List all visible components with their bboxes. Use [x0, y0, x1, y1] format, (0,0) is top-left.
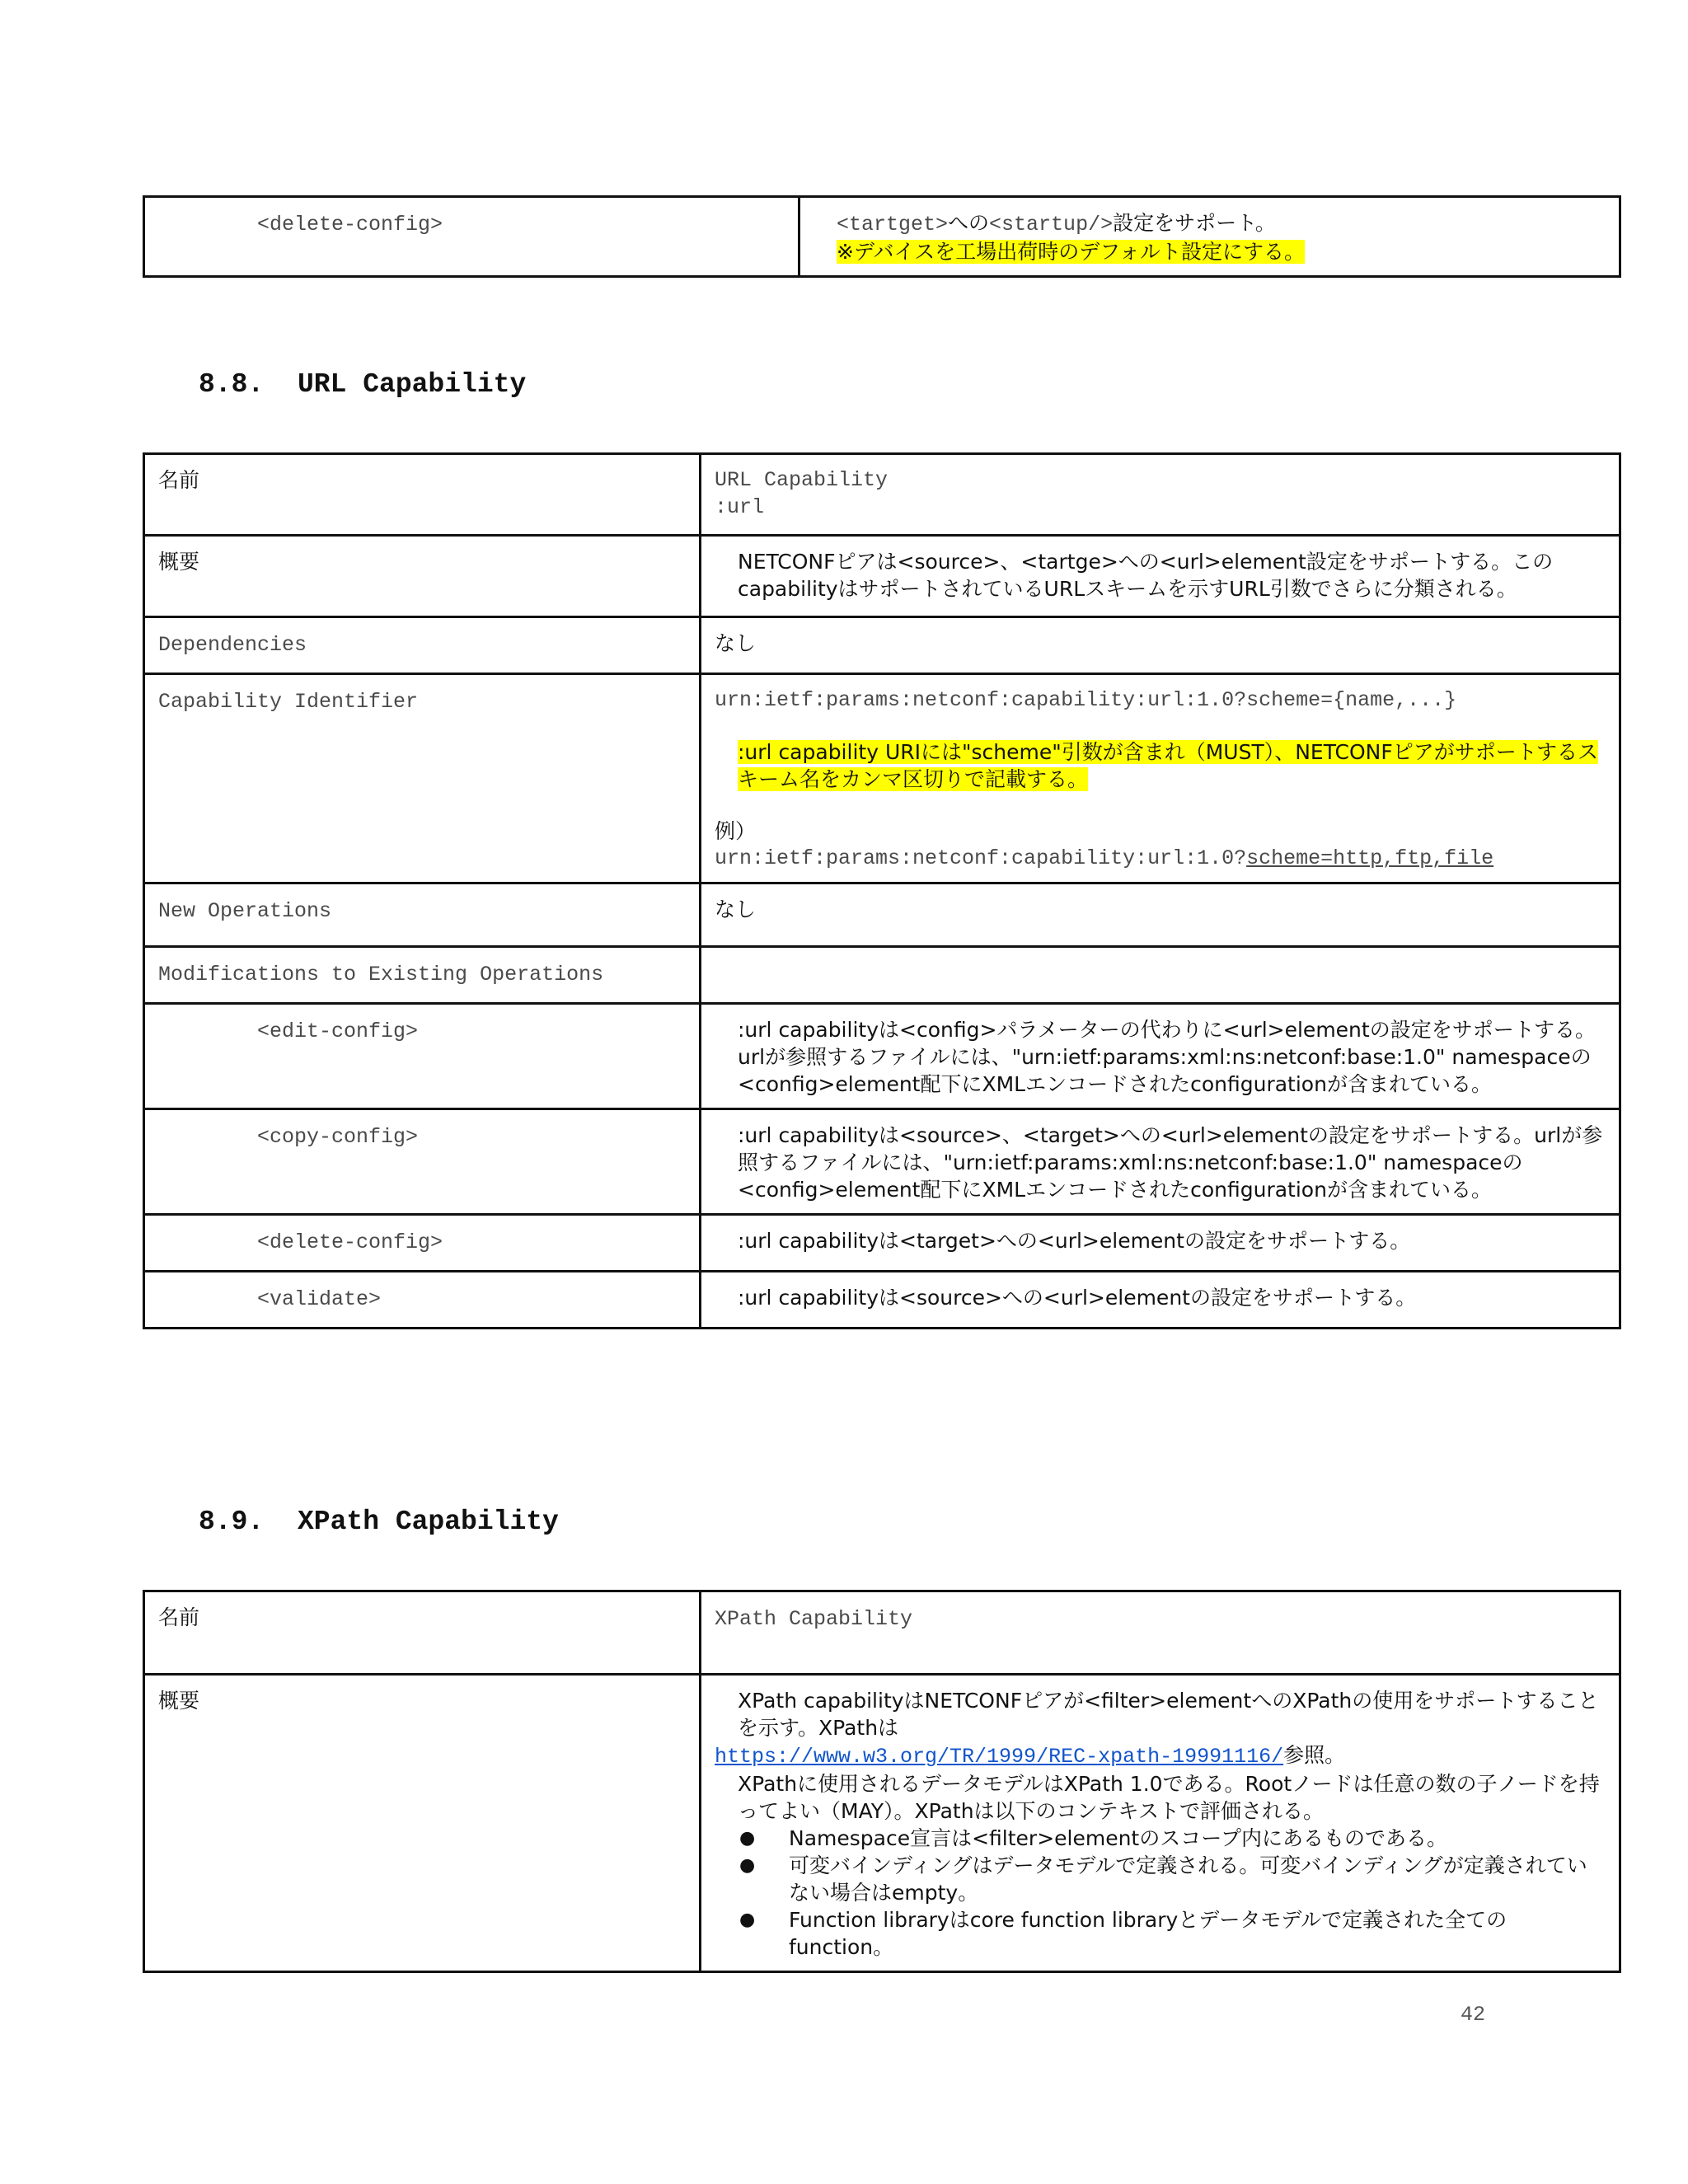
desc-text: 設定をサポート。 [1113, 211, 1276, 235]
section-number: 8.8. [199, 369, 265, 400]
operation-desc: :url capabilityは<config>パラメーターの代わりに<url>elementの設定をサポートする。urlが参照するファイルには、"urn:ietf:params:xml:ns:netconf:base:1.0" namespaceの<config>element配下にXMLエンコードされたconfigurationが含まれている。 [738, 1018, 1596, 1096]
section-title: XPath Capability [298, 1507, 559, 1537]
row-label: New Operations [158, 899, 332, 923]
xpath-capability-table [143, 1590, 1621, 1973]
identifier-note: :url capability URIには"scheme"引数が含まれ（MUST）、NETCONFピアがサポートするスキーム名をカンマ区切りで記載する。 [738, 740, 1598, 791]
example-prefix: urn:ietf:params:netconf:capability:url:1.0? [715, 846, 1247, 870]
table-row [144, 1215, 1620, 1272]
list-item: ● Namespace宣言は<filter>elementのスコープ内にあるものである。 [739, 1825, 1606, 1852]
row-label: 概要 [158, 550, 200, 574]
operation-key: <copy-config> [257, 1125, 419, 1149]
continued-operations-table [143, 195, 1621, 278]
operation-desc-cell [799, 197, 1620, 277]
operation-key-cell [144, 197, 799, 277]
table-row [144, 1272, 1620, 1329]
example-scheme: scheme=http,ftp,file [1246, 846, 1494, 870]
table-row [144, 1109, 1620, 1215]
desc-tag: <tartget> [837, 213, 949, 237]
row-value: なし [715, 898, 757, 921]
section-number: 8.9. [199, 1507, 265, 1537]
list-item: ● 可変バインディングはデータモデルで定義される。可変バインディングが定義されていない場合はempty。 [739, 1852, 1606, 1906]
example-label: 例） [715, 819, 757, 843]
summary-text: NETCONFピアは<source>、<tartge>への<url>element設定をサポートする。このcapabilityはサポートされているURLスキームを示すURL引数でさらに分類される。 [738, 550, 1554, 601]
table-row [144, 947, 1620, 1004]
summary-text: XPathに使用されるデータモデルはXPath 1.0である。Rootノードは任意の数の子ノードを持ってよい（MAY）。XPathは以下のコンテキストで評価される。 [738, 1772, 1600, 1823]
row-value: なし [715, 631, 757, 655]
section-heading-xpath [199, 1507, 559, 1537]
table-row [144, 1591, 1620, 1675]
row-label: 名前 [158, 468, 200, 492]
row-label: Modifications to Existing Operations [158, 963, 604, 987]
desc-tag: <startup/> [989, 213, 1114, 237]
operation-key: <validate> [257, 1287, 382, 1311]
name-value: XPath Capability [715, 1607, 913, 1631]
row-label: Dependencies [158, 633, 307, 657]
row-label: 概要 [158, 1689, 200, 1713]
row-label: Capability Identifier [158, 690, 419, 714]
identifier-value: urn:ietf:params:netconf:capability:url:1.0?scheme={name,...} [715, 688, 1457, 712]
name-value-short: :url [715, 495, 765, 519]
list-item: ● Function libraryはcore function libraryとデータモデルで定義された全てのfunction。 [739, 1906, 1606, 1961]
xpath-spec-link[interactable]: https://www.w3.org/TR/1999/REC-xpath-19991116/ [715, 1745, 1284, 1769]
context-list [715, 1825, 1606, 1961]
operation-key: <edit-config> [257, 1019, 419, 1043]
section-title: URL Capability [298, 369, 527, 400]
desc-text: への [948, 211, 990, 235]
table-row [144, 674, 1620, 883]
operation-desc: :url capabilityは<source>への<url>elementの設定をサポートする。 [738, 1286, 1417, 1310]
summary-text: XPath capabilityはNETCONFピアが<filter>elementへのXPathの使用をサポートすることを示す。XPathは [738, 1689, 1599, 1740]
operation-key: <delete-config> [257, 1230, 443, 1254]
section-heading-url [199, 369, 526, 400]
table-row [144, 1004, 1620, 1109]
table-row [144, 454, 1620, 536]
table-row [144, 536, 1620, 617]
table-row [144, 197, 1620, 277]
link-suffix: 参照。 [1283, 1743, 1346, 1767]
table-row [144, 1675, 1620, 1972]
operation-key: <delete-config> [257, 213, 443, 237]
url-capability-table [143, 452, 1621, 1329]
page-number: 42 [1461, 2003, 1486, 2027]
table-row [144, 617, 1620, 674]
operation-desc: :url capabilityは<target>への<url>elementの設定をサポートする。 [738, 1229, 1411, 1253]
table-row [144, 883, 1620, 947]
name-value: URL Capability [715, 468, 889, 492]
row-label: 名前 [158, 1605, 200, 1629]
operation-desc: :url capabilityは<source>、<target>への<url>elementの設定をサポートする。urlが参照するファイルには、"urn:ietf:params:xml:ns:netconf:base:1.0" namespaceの<config>element配下にXMLエンコードされたconfigurationが含まれている。 [738, 1123, 1603, 1202]
highlighted-note: ※デバイスを工場出荷時のデフォルト設定にする。 [837, 240, 1305, 264]
